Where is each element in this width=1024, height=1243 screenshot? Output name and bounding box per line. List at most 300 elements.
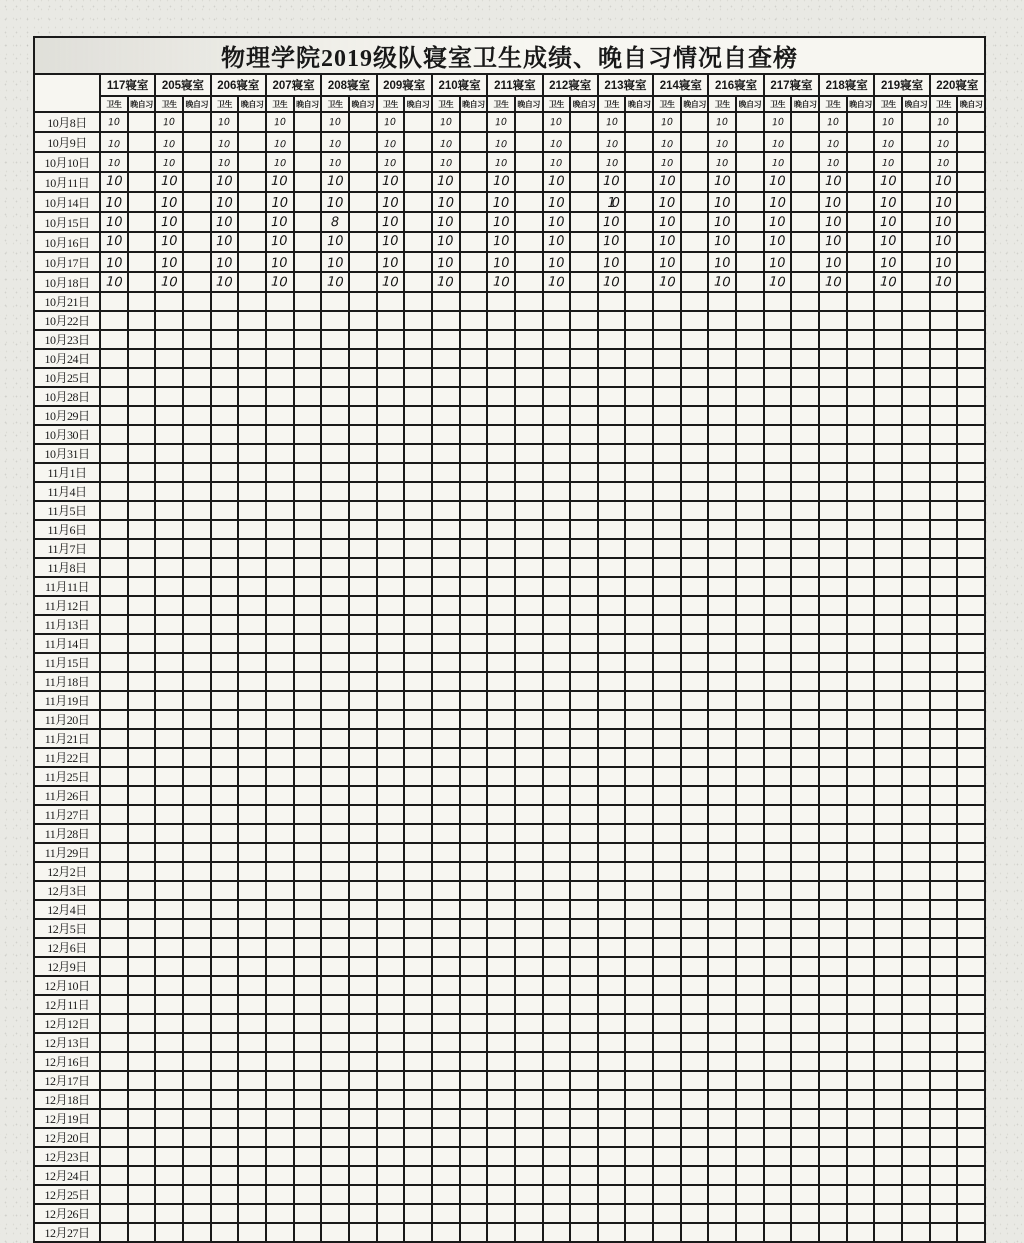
hygiene-value-cell [266,596,294,615]
hygiene-value-cell [874,172,902,192]
hygiene-value-cell [819,1147,847,1166]
evening-value-cell [847,349,875,368]
hygiene-value-cell [598,501,626,520]
hygiene-value-cell [321,596,349,615]
evening-value-cell [515,900,543,919]
table-row [34,976,985,995]
evening-value-cell [791,1166,819,1185]
hygiene-value-cell [653,824,681,843]
evening-value-cell [460,172,488,192]
hygiene-value-cell [321,843,349,862]
handwritten-score: 10 [716,157,729,170]
hygiene-value-cell [764,805,792,824]
handwritten-score: 10 [660,138,674,151]
hygiene-value-cell [487,387,515,406]
handwritten-score: 10 [547,274,565,291]
hygiene-value-cell [819,805,847,824]
evening-value-cell [847,1166,875,1185]
evening-value-cell [294,805,322,824]
handwritten-score: 10 [381,173,399,190]
hygiene-value-cell [819,1109,847,1128]
evening-value-cell [570,1223,598,1242]
evening-value-cell [349,406,377,425]
evening-value-cell [238,881,266,900]
evening-value-cell [957,349,985,368]
evening-value-cell [515,463,543,482]
hygiene-value-cell [708,1090,736,1109]
evening-value-cell [791,330,819,349]
hygiene-value-cell [266,172,294,192]
evening-value-cell [128,1090,156,1109]
hygiene-value-cell [377,710,405,729]
room-header-cell: 117寝室 [100,74,155,96]
evening-value-cell [791,691,819,710]
evening-value-cell [349,786,377,805]
evening-value-cell [957,862,985,881]
evening-value-cell [183,691,211,710]
hygiene-value-cell [598,292,626,311]
hygiene-value-cell [211,444,239,463]
hygiene-value-cell [487,786,515,805]
evening-value-cell [957,501,985,520]
evening-value-cell [681,634,709,653]
handwritten-score: 10 [549,138,563,151]
evening-value-cell [238,786,266,805]
evening-value-cell [791,710,819,729]
evening-value-cell [238,425,266,444]
hygiene-value-cell [764,1204,792,1223]
evening-value-cell [570,957,598,976]
handwritten-score: 10 [879,214,897,231]
handwritten-score: 10 [105,173,123,190]
evening-value-cell [681,919,709,938]
hygiene-value-cell [266,995,294,1014]
hygiene-value-cell [874,349,902,368]
hygiene-value-cell [211,1014,239,1033]
room-header-cell: 207寝室 [266,74,321,96]
hygiene-value-cell [377,615,405,634]
evening-value-cell [791,824,819,843]
hygiene-value-cell [377,349,405,368]
evening-value-cell [847,691,875,710]
evening-value-cell [515,919,543,938]
hygiene-value-cell [819,482,847,501]
evening-value-cell [294,1166,322,1185]
evening-value-cell [681,1033,709,1052]
evening-value-cell [404,748,432,767]
hygiene-value-cell [653,767,681,786]
handwritten-score: 10 [105,196,123,211]
room-header-cell: 205寝室 [155,74,210,96]
hygiene-value-cell [764,272,792,292]
hygiene-value-cell [377,748,405,767]
evening-value-cell [625,232,653,252]
evening-value-cell [570,112,598,132]
date-cell: 12月17日 [34,1071,100,1090]
evening-value-cell [681,1109,709,1128]
hygiene-value-cell [764,482,792,501]
hygiene-value-cell [321,1128,349,1147]
evening-value-cell [515,615,543,634]
hygiene-value-cell [764,1090,792,1109]
subheader-hygiene-cell: 卫生 [598,96,626,112]
hygiene-value-cell [377,1185,405,1204]
hygiene-value-cell [100,957,128,976]
evening-value-cell [847,1128,875,1147]
hygiene-value-cell [598,634,626,653]
table-row [34,577,985,596]
hygiene-value-cell [432,1109,460,1128]
evening-value-cell [238,1014,266,1033]
hygiene-value-cell [708,843,736,862]
hygiene-value-cell [543,387,571,406]
hygiene-value-cell [708,938,736,957]
evening-value-cell [957,805,985,824]
evening-value-cell [902,1223,930,1242]
score-table [33,36,986,1243]
hygiene-value-cell [155,862,183,881]
hygiene-value-cell [377,272,405,292]
hygiene-value-cell [764,292,792,311]
evening-value-cell [570,938,598,957]
hygiene-value-cell [432,444,460,463]
evening-value-cell [404,577,432,596]
evening-value-cell [294,1052,322,1071]
handwritten-score: 10 [492,274,510,291]
hygiene-value-cell [764,387,792,406]
hygiene-value-cell [155,1128,183,1147]
evening-value-cell [902,1090,930,1109]
hygiene-value-cell [930,444,958,463]
date-cell: 10月30日 [34,425,100,444]
evening-value-cell [460,995,488,1014]
table-row [34,995,985,1014]
hygiene-value-cell [708,577,736,596]
hygiene-value-cell [819,330,847,349]
evening-value-cell [294,539,322,558]
date-cell: 11月14日 [34,634,100,653]
evening-value-cell [294,172,322,192]
hygiene-value-cell [211,292,239,311]
date-cell: 12月9日 [34,957,100,976]
evening-value-cell [791,1223,819,1242]
hygiene-value-cell [930,1185,958,1204]
hygiene-value-cell [432,292,460,311]
evening-value-cell [183,1204,211,1223]
evening-value-cell [791,1147,819,1166]
evening-value-cell [736,1185,764,1204]
evening-value-cell [238,349,266,368]
evening-value-cell [570,710,598,729]
evening-value-cell [625,957,653,976]
hygiene-value-cell [930,463,958,482]
evening-value-cell [183,368,211,387]
hygiene-value-cell [819,976,847,995]
evening-value-cell [128,444,156,463]
hygiene-value-cell [266,1223,294,1242]
hygiene-value-cell [598,767,626,786]
evening-value-cell [681,482,709,501]
evening-value-cell [515,1071,543,1090]
hygiene-value-cell [211,748,239,767]
handwritten-score: 10 [105,214,123,231]
sub-header-row [34,96,985,112]
hygiene-value-cell [819,634,847,653]
evening-value-cell [957,444,985,463]
hygiene-value-cell [543,786,571,805]
evening-value-cell [681,1166,709,1185]
hygiene-value-cell [598,1014,626,1033]
evening-value-cell [957,387,985,406]
evening-value-cell [957,558,985,577]
hygiene-value-cell [819,311,847,330]
table-row [34,463,985,482]
evening-value-cell [238,482,266,501]
evening-value-cell [791,1204,819,1223]
evening-value-cell [183,482,211,501]
hygiene-value-cell [432,112,460,132]
hygiene-value-cell [266,1185,294,1204]
evening-value-cell [681,292,709,311]
evening-value-cell [128,957,156,976]
evening-value-cell [349,577,377,596]
evening-value-cell [902,387,930,406]
hygiene-value-cell [432,232,460,252]
handwritten-score: 10 [547,233,565,250]
handwritten-score: 10 [160,233,178,250]
hygiene-value-cell [211,152,239,172]
hygiene-value-cell [653,938,681,957]
hygiene-value-cell [100,1204,128,1223]
hygiene-value-cell [819,767,847,786]
hygiene-value-cell [321,330,349,349]
hygiene-value-cell [874,957,902,976]
hygiene-value-cell [764,330,792,349]
hygiene-value-cell [487,1185,515,1204]
hygiene-value-cell [211,463,239,482]
hygiene-value-cell [930,368,958,387]
evening-value-cell [460,330,488,349]
evening-value-cell [681,691,709,710]
handwritten-score: 10 [384,138,397,151]
evening-value-cell [404,1128,432,1147]
evening-value-cell [294,558,322,577]
room-header-cell: 206寝室 [211,74,266,96]
evening-value-cell [128,152,156,172]
hygiene-value-cell [930,1223,958,1242]
evening-value-cell [625,995,653,1014]
hygiene-value-cell [930,615,958,634]
hygiene-value-cell [377,862,405,881]
evening-value-cell [404,1052,432,1071]
handwritten-score: 10 [879,173,897,190]
hygiene-value-cell [432,919,460,938]
evening-value-cell [515,938,543,957]
hygiene-value-cell [487,232,515,252]
evening-value-cell [736,1090,764,1109]
hygiene-value-cell [653,919,681,938]
evening-value-cell [460,634,488,653]
evening-value-cell [238,1071,266,1090]
evening-value-cell [681,212,709,232]
evening-value-cell [128,691,156,710]
evening-value-cell [791,786,819,805]
hygiene-value-cell [930,1147,958,1166]
hygiene-value-cell [764,881,792,900]
hygiene-value-cell [708,1223,736,1242]
hygiene-value-cell [930,1166,958,1185]
table-row [34,596,985,615]
evening-value-cell [625,919,653,938]
evening-value-cell [515,691,543,710]
hygiene-value-cell [708,1128,736,1147]
evening-value-cell [791,232,819,252]
evening-value-cell [902,539,930,558]
hygiene-value-cell [266,368,294,387]
evening-value-cell [957,634,985,653]
evening-value-cell [460,349,488,368]
evening-value-cell [847,786,875,805]
handwritten-score: 10 [326,274,344,291]
handwritten-score: 10 [382,196,399,211]
evening-value-cell [404,691,432,710]
evening-value-cell [681,710,709,729]
evening-value-cell [736,192,764,212]
handwritten-score: 10 [328,138,342,151]
hygiene-value-cell [211,330,239,349]
handwritten-score: 10 [381,255,400,272]
hygiene-value-cell [708,653,736,672]
evening-value-cell [183,653,211,672]
evening-value-cell [128,919,156,938]
hygiene-value-cell [432,786,460,805]
evening-value-cell [238,596,266,615]
hygiene-value-cell [764,938,792,957]
hygiene-value-cell [100,938,128,957]
evening-value-cell [570,482,598,501]
evening-value-cell [128,672,156,691]
evening-value-cell [349,862,377,881]
handwritten-score: 10 [326,173,344,190]
hygiene-value-cell [377,1147,405,1166]
hygiene-value-cell [432,1128,460,1147]
table-row [34,112,985,132]
hygiene-value-cell [266,843,294,862]
hygiene-value-cell [100,710,128,729]
hygiene-value-cell [377,192,405,212]
evening-value-cell [515,710,543,729]
hygiene-value-cell [432,596,460,615]
evening-value-cell [681,786,709,805]
evening-value-cell [349,672,377,691]
handwritten-score: 10 [494,138,508,151]
hygiene-value-cell [930,501,958,520]
evening-value-cell [681,501,709,520]
date-cell: 10月23日 [34,330,100,349]
evening-value-cell [515,444,543,463]
evening-value-cell [349,172,377,192]
subheader-evening-cell: 晚自习 [515,96,543,112]
evening-value-cell [625,805,653,824]
evening-value-cell [349,368,377,387]
evening-value-cell [128,900,156,919]
evening-value-cell [404,539,432,558]
evening-value-cell [681,843,709,862]
evening-value-cell [570,406,598,425]
hygiene-value-cell [653,596,681,615]
hygiene-value-cell [377,132,405,152]
evening-value-cell [957,672,985,691]
evening-value-cell [238,672,266,691]
handwritten-score: 10 [437,173,455,190]
hygiene-value-cell [598,406,626,425]
room-header-cell: 214寝室 [653,74,708,96]
table-row [34,1204,985,1223]
hygiene-value-cell [819,596,847,615]
hygiene-value-cell [764,1166,792,1185]
hygiene-value-cell [321,957,349,976]
hygiene-value-cell [598,938,626,957]
hygiene-value-cell [211,1033,239,1052]
handwritten-score: 10 [603,214,621,231]
hygiene-value-cell [100,805,128,824]
hygiene-value-cell [874,1166,902,1185]
hygiene-value-cell [377,919,405,938]
evening-value-cell [294,1204,322,1223]
hygiene-value-cell [266,444,294,463]
hygiene-value-cell [653,558,681,577]
hygiene-value-cell [211,539,239,558]
evening-value-cell [736,1109,764,1128]
evening-value-cell [349,748,377,767]
evening-value-cell [570,786,598,805]
evening-value-cell [791,995,819,1014]
handwritten-score: 10 [271,173,289,190]
hygiene-value-cell [432,1185,460,1204]
evening-value-cell [460,252,488,272]
date-cell: 10月22日 [34,311,100,330]
evening-value-cell [404,501,432,520]
evening-value-cell [902,710,930,729]
evening-value-cell [625,976,653,995]
evening-value-cell [404,558,432,577]
handwritten-score: 10 [326,255,344,272]
hygiene-value-cell [819,1071,847,1090]
evening-value-cell [183,729,211,748]
hygiene-value-cell [543,252,571,272]
evening-value-cell [404,862,432,881]
subheader-hygiene-cell: 卫生 [155,96,183,112]
hygiene-value-cell [708,501,736,520]
hygiene-value-cell [930,152,958,172]
hygiene-value-cell [598,1071,626,1090]
table-row [34,132,985,152]
hygiene-value-cell [874,132,902,152]
hygiene-value-cell [487,520,515,539]
table-row [34,900,985,919]
hygiene-value-cell [819,1223,847,1242]
evening-value-cell [183,1147,211,1166]
evening-value-cell [183,672,211,691]
hygiene-value-cell [211,172,239,192]
evening-value-cell [681,1052,709,1071]
evening-value-cell [902,1128,930,1147]
subheader-evening-cell: 晚自习 [681,96,709,112]
evening-value-cell [681,577,709,596]
evening-value-cell [515,767,543,786]
evening-value-cell [404,938,432,957]
evening-value-cell [570,805,598,824]
